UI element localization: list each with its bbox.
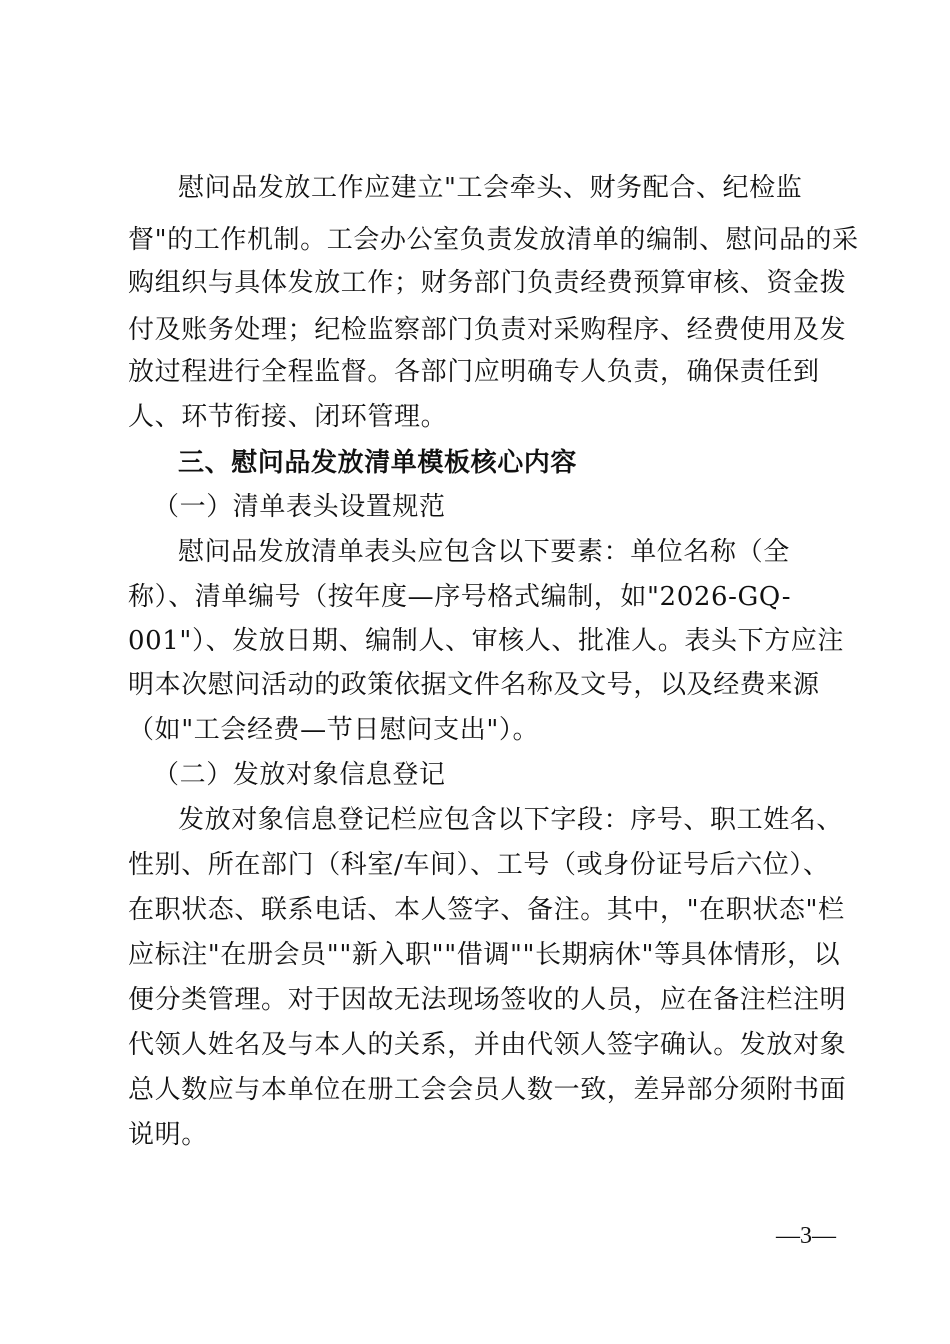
subsection-heading: （二）发放对象信息登记 [153, 760, 446, 790]
paragraph-line: 慰问品发放清单表头应包含以下要素：单位名称（全 [178, 537, 790, 567]
paragraph-line: 人、环节衔接、闭环管理。 [128, 402, 448, 432]
paragraph-line: 说明。 [128, 1120, 208, 1150]
subsection-heading: （一）清单表头设置规范 [153, 492, 446, 522]
paragraph-line: 放过程进行全程监督。各部门应明确专人负责，确保责任到 [128, 357, 820, 387]
paragraph-line: 慰问品发放工作应建立"工会牵头、财务配合、纪检监 [178, 173, 803, 203]
section-heading: 三、慰问品发放清单模板核心内容 [178, 448, 578, 478]
paragraph-line: 便分类管理。对于因故无法现场签收的人员，应在备注栏注明 [128, 985, 847, 1015]
paragraph-line: 性别、所在部门（科室/车间）、工号（或身份证号后六位）、 [128, 850, 830, 880]
page-number: —3— [776, 1223, 836, 1249]
paragraph-line: 001"）、发放日期、编制人、审核人、批准人。表头下方应注 [128, 626, 844, 656]
paragraph-line: 应标注"在册会员""新入职""借调""长期病休"等具体情形，以 [128, 940, 841, 970]
paragraph-line: 购组织与具体发放工作；财务部门负责经费预算审核、资金拨 [128, 268, 847, 298]
paragraph-line: 发放对象信息登记栏应包含以下字段：序号、职工姓名、 [178, 805, 844, 835]
paragraph-line: （如"工会经费—节日慰问支出"）。 [128, 715, 540, 745]
paragraph-line: 督"的工作机制。工会办公室负责发放清单的编制、慰问品的采 [128, 225, 859, 255]
paragraph-line: 在职状态、联系电话、本人签字、备注。其中，"在职状态"栏 [128, 895, 845, 925]
paragraph-line: 明本次慰问活动的政策依据文件名称及文号，以及经费来源 [128, 670, 820, 700]
paragraph-line: 代领人姓名及与本人的关系，并由代领人签字确认。发放对象 [128, 1030, 847, 1060]
paragraph-line: 付及账务处理；纪检监察部门负责对采购程序、经费使用及发 [128, 315, 847, 345]
paragraph-line: 称）、清单编号（按年度—序号格式编制，如"2026-GQ- [128, 582, 792, 612]
paragraph-line: 总人数应与本单位在册工会会员人数一致，差异部分须附书面 [128, 1075, 847, 1105]
